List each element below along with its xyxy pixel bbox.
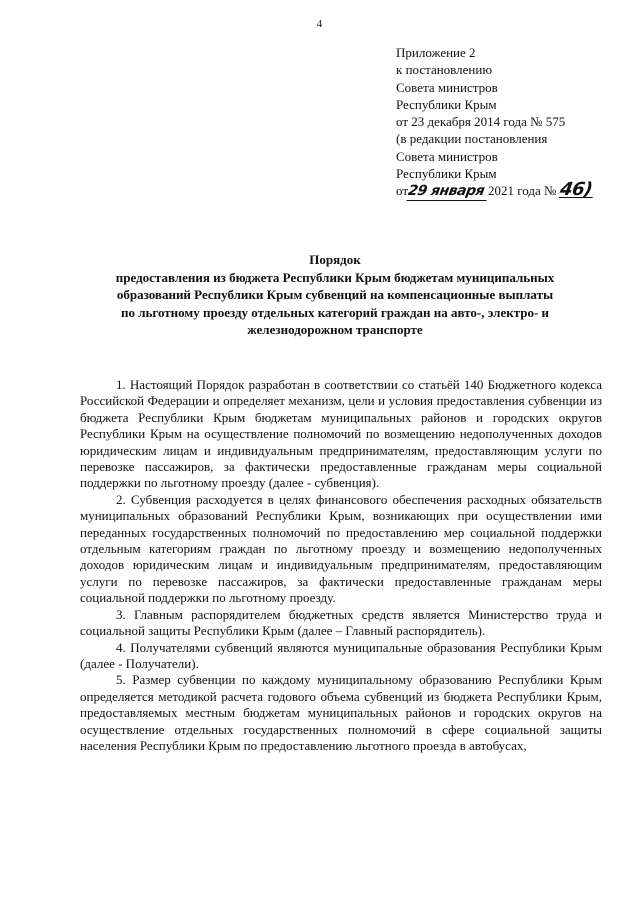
document-title <box>70 251 600 339</box>
date-suffix: 2021 года № <box>488 183 557 199</box>
annex-line: (в редакции постановления <box>396 131 548 147</box>
annex-amendment-line <box>396 179 626 201</box>
date-prefix: от <box>396 183 409 199</box>
paragraph-1: 1. Настоящий Порядок разработан в соответствии со статьёй 140 Бюджетного кодекса Российской Федерации и определяет механизм, цели и условия предоставления субвенции из бюджета Республики Крым бюджетам муниципальных районов и городских округов Республики Крым на осуществление полномочий по возмещению недополученных доходов юридическим лицам и индивидуальным предпринимателям, предоставляющим услуги по перевозке пассажиров, за фактически предоставленные гражданам меры социальной поддержки по льготному проезду (далее - субвенция). <box>80 377 602 491</box>
annex-original-date: от 23 декабря 2014 года № 575 <box>396 114 566 130</box>
handwritten-number: 46) <box>558 179 594 201</box>
annex-line: Республики Крым <box>396 96 497 112</box>
annex-title: Приложение 2 <box>396 45 476 60</box>
paragraph-2: 2. Субвенция расходуется в целях финансового обеспечения расходных обязательств муниципальных образований Республики Крым, возникающих при осуществлении ими переданных государственных полномочий по предоставлению мер социальной поддержки отдельным категориям граждан по льготному проезду и возмещению недополученных доходов юридическим лицам и индивидуальным предпринимателям, предоставляющим услуги по перевозке пассажиров, за фактически предоставленные гражданам меры социальной поддержки по льготному проезду. <box>80 491 602 606</box>
handwritten-date: 29 января <box>406 183 489 201</box>
title-line: железнодорожном транспорте <box>247 322 423 337</box>
annex-line: Совета министров <box>396 79 498 95</box>
title-heading: Порядок <box>309 252 361 267</box>
paragraph-5: 5. Размер субвенции по каждому муниципальному образованию Республики Крым определяется методикой расчета годового объема субвенций из бюджета Республики Крым, предоставляемых местным бюджетам муниципальных районов и городских округов на осуществление отдельных государственных полномочий в сфере социальной защиты населения Республики Крым по предоставлению льготного проезда в автобусах, <box>80 672 602 753</box>
title-line: по льготному проезду отдельных категорий граждан на авто-, электро- и <box>120 304 550 320</box>
document-body <box>80 377 602 754</box>
paragraph-3: 3. Главным распорядителем бюджетных средств является Министерство труда и социальной защиты Республики Крым (далее – Главный распорядитель). <box>80 606 602 639</box>
annex-line: Совета министров <box>396 148 498 164</box>
annex-line: к постановлению <box>396 62 493 78</box>
annex-header <box>396 44 626 202</box>
paragraph-4: 4. Получателями субвенций являются муниципальные образования Республики Крым (далее - Получатели). <box>80 639 602 671</box>
title-line: предоставления из бюджета Республики Крым бюджетам муниципальных <box>115 269 555 285</box>
page-number: 4 <box>316 18 323 30</box>
annex-line: Республики Крым <box>396 166 497 182</box>
title-line: образований Республики Крым субвенций на компенсационные выплаты <box>116 287 554 302</box>
